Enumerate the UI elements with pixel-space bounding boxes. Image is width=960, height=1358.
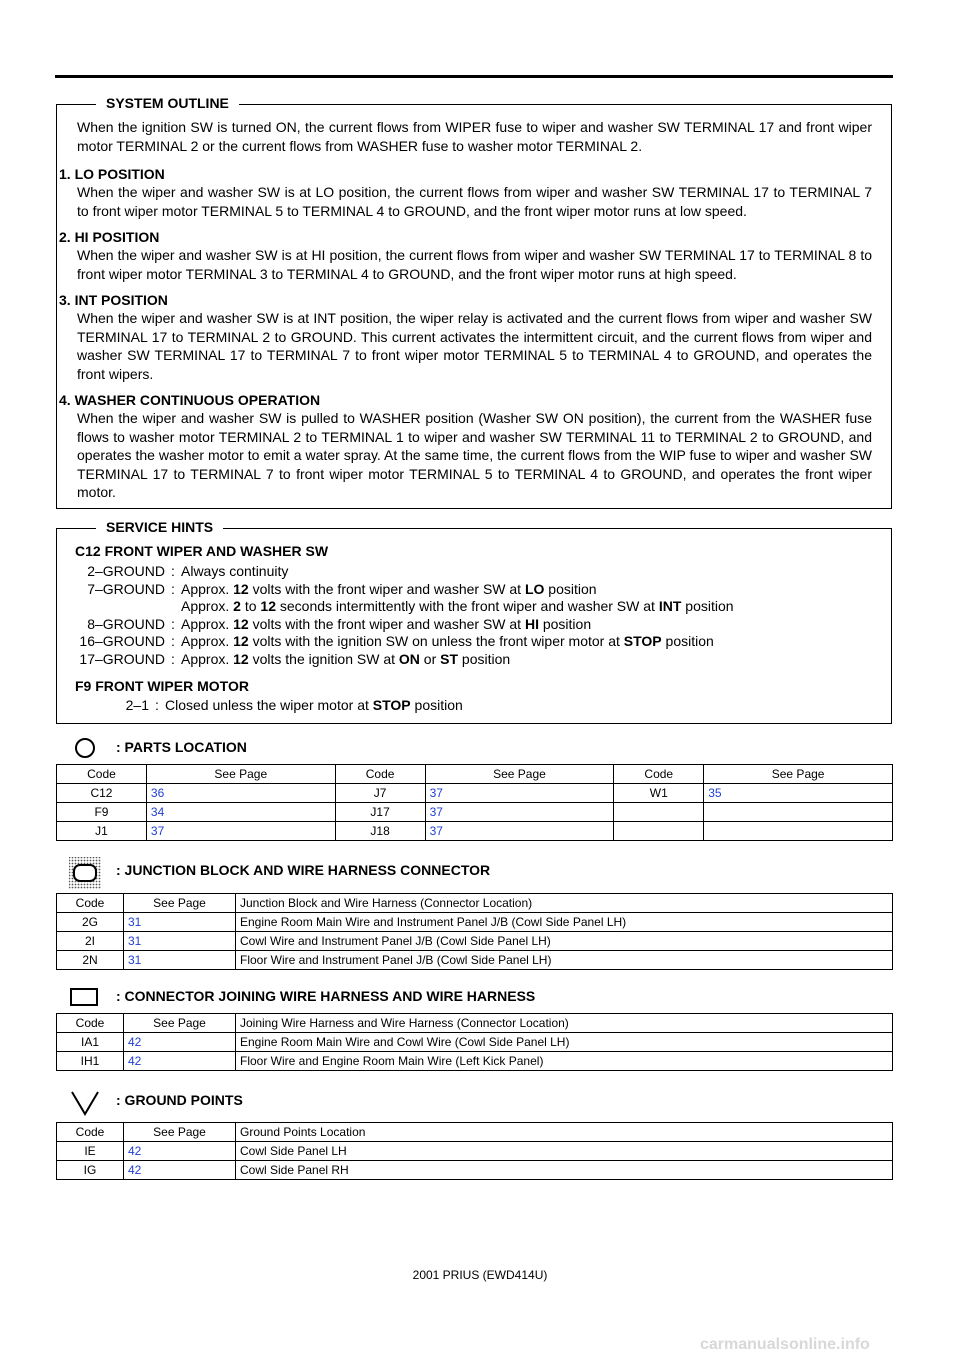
f9-title: F9 FRONT WIPER MOTOR bbox=[75, 677, 249, 694]
c12-title: C12 FRONT WIPER AND WASHER SW bbox=[75, 543, 329, 559]
parts-location-title: : PARTS LOCATION bbox=[116, 739, 247, 755]
page-link[interactable]: 36 bbox=[146, 784, 335, 803]
table-row: IH1 42 Floor Wire and Engine Room Main Wire (Left Kick Panel) bbox=[57, 1052, 893, 1071]
circle-symbol-icon bbox=[74, 737, 96, 759]
outline-item-washer: 4. WASHER CONTINUOUS OPERATION When the wiper and washer SW is pulled to WASHER position (Washer SW ON position), the current from the WASHER fuse flows to washer motor TERMINAL 2 to TERMINAL 1 to wiper and washer SW TERMINAL 11 to TERMINAL 2 to GROUND, and operates the washer motor to emit a water spray. At the same time, the current flows from the WIP fuse to wiper and washer SW TERMINAL 17 to TERMINAL 7 to front wiper motor TERMINAL 5 to TERMINAL 4 to GROUND, and operates the front wiper motor. bbox=[59, 392, 872, 500]
hint-row: 7–GROUND : Approx. 12 volts with the front wiper and washer SW at LO position Approx. 2 to 12 seconds intermittently with the front wiper and washer SW at INT position bbox=[87, 580, 734, 615]
junction-block-title: : JUNCTION BLOCK AND WIRE HARNESS CONNECTOR bbox=[116, 862, 491, 878]
page-link[interactable]: 37 bbox=[425, 803, 614, 822]
page-link[interactable]: 42 bbox=[124, 1161, 236, 1180]
connector-box-icon bbox=[70, 987, 98, 1007]
ground-points-title: : GROUND POINTS bbox=[116, 1092, 243, 1108]
hint-row: 2–1 : Closed unless the wiper motor at STOP position bbox=[125, 696, 463, 713]
table-header-row: Code See Page Joining Wire Harness and Wire Harness (Connector Location) bbox=[57, 1014, 893, 1033]
outline-item-hi: 2. HI POSITION When the wiper and washer SW is at HI position, the current flows from wiper and washer SW TERMINAL 17 to TERMINAL 8 to front wiper motor TERMINAL 3 to TERMINAL 4 to GROUND, and the front wiper motor runs at high speed. bbox=[59, 229, 872, 282]
page-link[interactable]: 31 bbox=[124, 913, 236, 932]
top-rule bbox=[55, 75, 893, 78]
service-hints-title: SERVICE HINTS bbox=[96, 519, 223, 535]
system-outline-intro: When the ignition SW is turned ON, the current flows from WIPER fuse to wiper and washer SW TERMINAL 17 and front wiper motor TERMINAL 2 or the current flows from WASHER fuse to washer motor TERMINAL 2. bbox=[77, 119, 872, 154]
junction-block-icon bbox=[68, 856, 102, 890]
outline-item-int: 3. INT POSITION When the wiper and washer SW is at INT position, the wiper relay is activated and the current flows from wiper and washer SW TERMINAL 17 to TERMINAL 2 to GROUND. This current activates the intermittent circuit, and the current flows from wiper and washer SW TERMINAL 17 to TERMINAL 7 to front wiper motor TERMINAL 5 to TERMINAL 4 to GROUND, and operates the front wipers. bbox=[59, 292, 872, 382]
page-link[interactable]: 42 bbox=[124, 1033, 236, 1052]
system-outline-box bbox=[56, 104, 892, 509]
table-header-row: Code See Page Ground Points Location bbox=[57, 1123, 893, 1142]
table-row: 2N 31 Floor Wire and Instrument Panel J/B (Cowl Side Panel LH) bbox=[57, 951, 893, 970]
page-link[interactable]: 37 bbox=[425, 784, 614, 803]
page-link[interactable]: 37 bbox=[425, 822, 614, 841]
watermark: carmanualsonline.info bbox=[700, 1336, 870, 1353]
page-link[interactable]: 42 bbox=[124, 1052, 236, 1071]
outline-item-lo: 1. LO POSITION When the wiper and washer SW is at LO position, the current flows from wiper and washer SW TERMINAL 17 to TERMINAL 7 to front wiper motor TERMINAL 5 to TERMINAL 4 to GROUND, and the front wiper motor runs at low speed. bbox=[59, 166, 872, 219]
page-link[interactable]: 37 bbox=[146, 822, 335, 841]
page-link[interactable]: 31 bbox=[124, 951, 236, 970]
service-hints-box bbox=[56, 528, 892, 724]
table-row: J1 37 J18 37 bbox=[57, 822, 893, 841]
page-footer: 2001 PRIUS (EWD414U) bbox=[412, 1268, 548, 1282]
table-row: 2I 31 Cowl Wire and Instrument Panel J/B (Cowl Side Panel LH) bbox=[57, 932, 893, 951]
page-link[interactable]: 31 bbox=[124, 932, 236, 951]
parts-location-table bbox=[56, 764, 893, 841]
table-row: IA1 42 Engine Room Main Wire and Cowl Wire (Cowl Side Panel LH) bbox=[57, 1033, 893, 1052]
table-row: 2G 31 Engine Room Main Wire and Instrument Panel J/B (Cowl Side Panel LH) bbox=[57, 913, 893, 932]
table-row: F9 34 J17 37 bbox=[57, 803, 893, 822]
system-outline-title: SYSTEM OUTLINE bbox=[96, 95, 239, 111]
page-link[interactable]: 42 bbox=[124, 1142, 236, 1161]
table-row: IG 42 Cowl Side Panel RH bbox=[57, 1161, 893, 1180]
ground-triangle-icon bbox=[70, 1090, 100, 1116]
table-header-row: Code See Page Code See Page Code See Page bbox=[57, 765, 893, 784]
table-row: C12 36 J7 37 W1 35 bbox=[57, 784, 893, 803]
hint-row: 16–GROUND : Approx. 12 volts with the ignition SW on unless the front wiper motor at STOP position bbox=[79, 633, 714, 650]
page-link[interactable]: 35 bbox=[704, 784, 893, 803]
junction-block-table bbox=[56, 893, 893, 970]
connector-joining-table bbox=[56, 1013, 893, 1071]
ground-points-table bbox=[56, 1122, 893, 1180]
page-link[interactable]: 34 bbox=[146, 803, 335, 822]
hint-row: 2–GROUND : Always continuity bbox=[87, 563, 289, 579]
table-header-row: Code See Page Junction Block and Wire Harness (Connector Location) bbox=[57, 894, 893, 913]
hint-row: 8–GROUND : Approx. 12 volts with the front wiper and washer SW at HI position bbox=[87, 615, 592, 632]
table-row: IE 42 Cowl Side Panel LH bbox=[57, 1142, 893, 1161]
hint-row: 17–GROUND : Approx. 12 volts the ignition SW at ON or ST position bbox=[79, 650, 511, 667]
connector-joining-title: : CONNECTOR JOINING WIRE HARNESS AND WIRE HARNESS bbox=[116, 988, 536, 1004]
